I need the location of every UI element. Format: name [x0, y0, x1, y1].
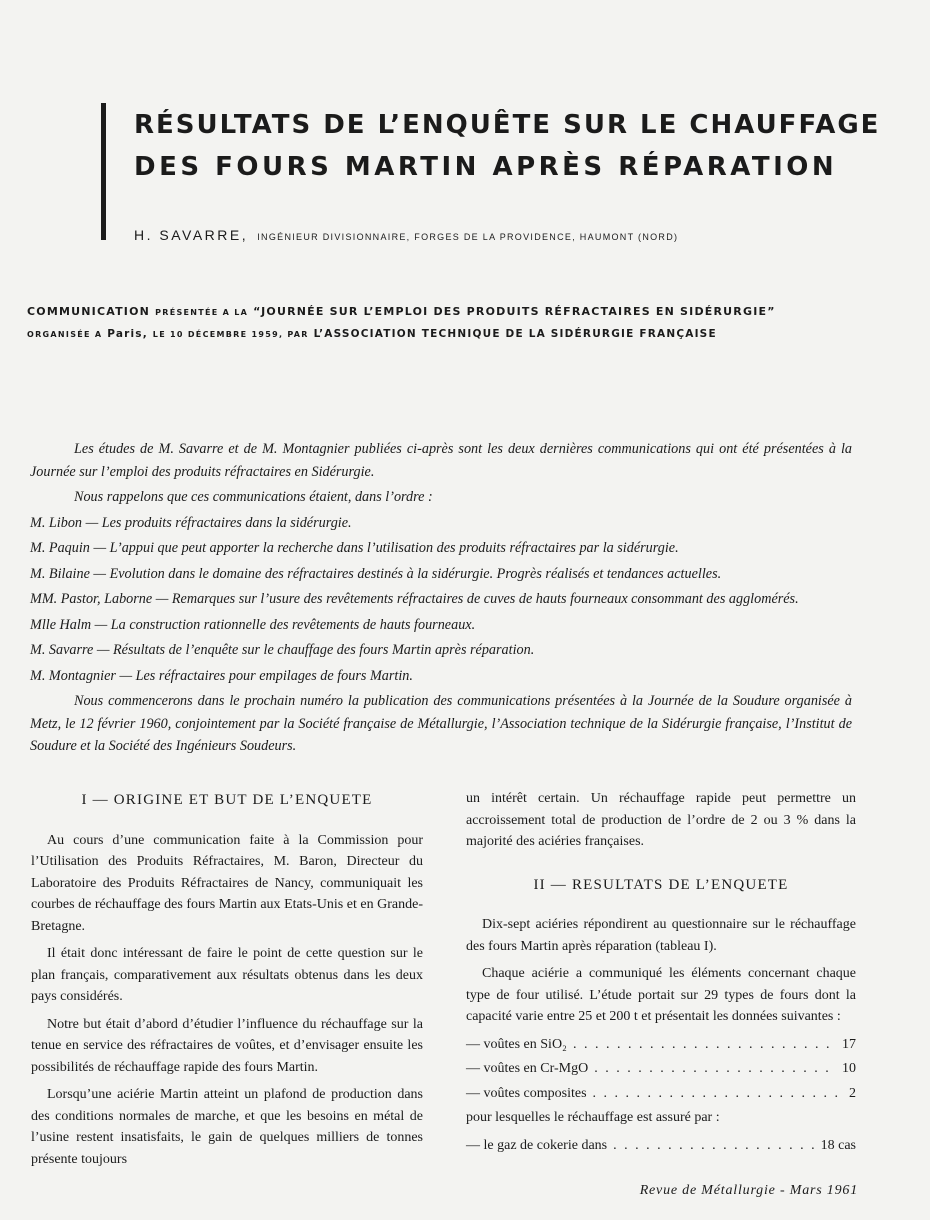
communication-item: M. Savarre — Résultats de l’enquête sur le chauffage des fours Martin après réparation. [30, 642, 535, 658]
communication-label: COMMUNICATION [27, 305, 151, 318]
communication-item: MM. Pastor, Laborne — Remarques sur l’usure des revêtements réfractaires de cuves de hauts fourneaux consommant des agglomérés. [30, 591, 799, 607]
journal-footer: Revue de Métallurgie - Mars 1961 [639, 1183, 858, 1198]
communication-item: Mlle Halm — La construction rationnelle des revêtements de hauts fourneaux. [30, 616, 476, 633]
author-line [134, 227, 678, 243]
author-affiliation: INGÉNIEUR DIVISIONNAIRE, FORGES DE LA PROVIDENCE, HAUMONT (NORD) [257, 232, 679, 242]
communication-line-2 [27, 328, 907, 340]
right-column [466, 788, 856, 1159]
communication-organised: ORGANISÉE A [27, 330, 103, 339]
title-line-1: RÉSULTATS DE L’ENQUÊTE SUR LE CHAUFFAGE [134, 110, 881, 140]
communication-item: M. Bilaine — Evolution dans le domaine des réfractaires destinés à la sidérurgie. Progrès réalisés et tendances actuelles. [30, 565, 722, 582]
intro-paragraph: Nous commencerons dans le prochain numéro la publication des communications présentées à la Journée de la Soudure organisée à Metz, le 12 février 1960, conjointement par la Société française de Métallurgie, l’Association technique de la Sidérurgie française, l’Institut de Soudure et la Société des Ingénieurs Soudeurs. [30, 693, 852, 754]
body-paragraph: pour lesquelles le réchauffage est assuré par : [466, 1110, 720, 1125]
dot-leader [573, 1034, 836, 1056]
communication-organiser: L’ASSOCIATION TECHNIQUE DE LA SIDÉRURGIE FRANÇAISE [313, 328, 717, 340]
communication-date: LE 10 DÉCEMBRE 1959, PAR [152, 330, 309, 339]
section-heading: II — RESULTATS DE L’ENQUETE [533, 876, 789, 893]
list-item [466, 1083, 856, 1105]
list-label: — voûtes en SiO₂ [466, 1036, 567, 1052]
list-value: 2 [849, 1085, 856, 1101]
dot-leader [593, 1083, 843, 1105]
article-title [134, 104, 881, 188]
communication-item: M. Montagnier — Les réfractaires pour empilages de fours Martin. [30, 667, 413, 684]
body-paragraph: un intérêt certain. Un réchauffage rapide peut permettre un accroissement total de production de l’ordre de 2 ou 3 % dans la majorité des aciéries françaises. [466, 791, 856, 849]
list-label: — voûtes composites [466, 1085, 587, 1101]
communication-item: M. Libon — Les produits réfractaires dans la sidérurgie. [30, 514, 352, 531]
list-value: 18 cas [820, 1137, 856, 1153]
list-value: 17 [842, 1036, 856, 1052]
list-label: — voûtes en Cr-MgO [466, 1061, 589, 1076]
body-paragraph: Au cours d’une communication faite à la Commission pour l’Utilisation des Produits Réfractaires, M. Baron, Directeur du Laboratoire des Produits Réfractaires de Nancy, communiquait les courbes de réchauffage des fours Martin aux Etats-Unis et en Grande-Bretagne. [31, 832, 423, 934]
body-paragraph: Dix-sept aciéries répondirent au questionnaire sur le réchauffage des fours Martin après réparation (tableau I). [466, 917, 856, 954]
body-paragraph: Notre but était d’abord d’étudier l’influence du réchauffage sur la tenue en service des réfractaires de voûtes, et d’envisager ensuite les possibilités de réchauffage rapide des fours Martin. [31, 1016, 423, 1075]
communication-item: M. Paquin — L’appui que peut apporter la recherche dans l’utilisation des produits réfractaires par la sidérurgie. [30, 540, 679, 556]
editorial-note [30, 438, 852, 761]
communication-event: “JOURNÉE SUR L’EMPLOI DES PRODUITS RÉFRACTAIRES EN SIDÉRURGIE” [253, 305, 776, 318]
author-name: H. SAVARRE, [134, 227, 249, 243]
list-item [466, 1034, 856, 1056]
body-paragraph: Lorsqu’une aciérie Martin atteint un plafond de production dans des conditions normales de marche, et que les besoins en métal de l’usine restent insatisfaits, le gain de quelques milliers de tonnes présente toujours [31, 1087, 423, 1167]
body-paragraph: Chaque aciérie a communiqué les éléments concernant chaque type de four utilisé. L’étude portait sur 29 types de fours dont la capacité varie entre 25 et 200 t et présentait les données suivantes : [466, 966, 856, 1024]
list-item [466, 1058, 856, 1080]
dot-leader [594, 1058, 836, 1080]
dot-leader [613, 1135, 815, 1157]
section-heading: I — ORIGINE ET BUT DE L’ENQUETE [81, 792, 373, 808]
communication-city: Paris, [107, 328, 148, 340]
communication-line-1 [27, 305, 907, 318]
title-rule [101, 103, 106, 240]
list-value: 10 [842, 1061, 856, 1076]
communication-presented: PRÉSENTÉE A LA [155, 308, 249, 317]
list-item [466, 1135, 856, 1157]
list-label: — le gaz de cokerie dans [466, 1137, 608, 1153]
left-column [31, 788, 423, 1176]
body-paragraph: Il était donc intéressant de faire le point de cette question sur le plan français, comparativement aux résultats obtenus dans les deux pays considérés. [31, 946, 423, 1004]
intro-paragraph: Les études de M. Savarre et de M. Montagnier publiées ci-après sont les deux dernières communications qui ont été présentées à la Journée sur l’emploi des produits réfractaires en Sidérurgie. [30, 441, 852, 480]
intro-paragraph: Nous rappelons que ces communications étaient, dans l’ordre : [74, 489, 433, 505]
title-line-2: DES FOURS MARTIN APRÈS RÉPARATION [134, 152, 838, 182]
